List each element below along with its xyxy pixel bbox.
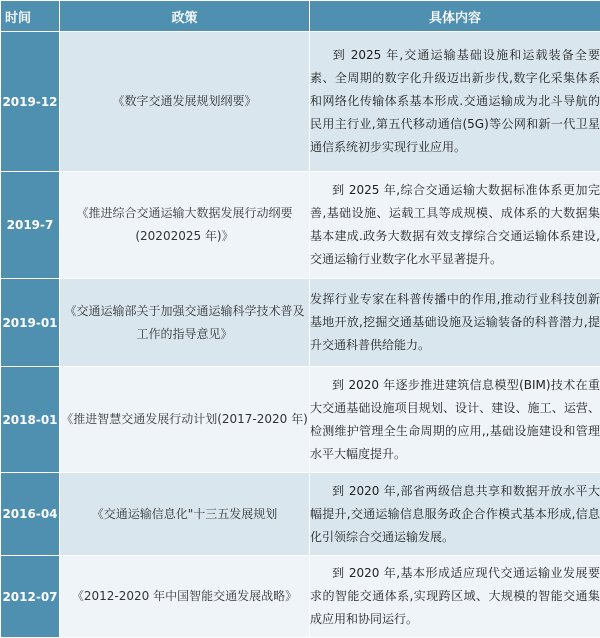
row-content-text: 到 2020 年,部省两级信息共享和数据开放水平大幅提升,交通运输信息服务政企合作模式基本形成,信息化引领综合交通运输发展。 [310, 484, 600, 544]
row-date: 2019-7 [1, 172, 60, 279]
row-policy: 《交通运输信息化"十三五发展规划 [60, 473, 310, 556]
row-date: 2019-01 [1, 279, 60, 367]
header-row [1, 1, 600, 32]
row-content [310, 473, 600, 556]
row-date: 2019-12 [1, 32, 60, 172]
row-date: 2018-01 [1, 367, 60, 473]
row-content [310, 32, 600, 172]
header-policy: 政策 [60, 1, 310, 32]
row-policy: 《2012-2020 年中国智能交通发展战略》 [60, 556, 310, 638]
table-row [1, 172, 600, 279]
header-time: 时间 [1, 1, 60, 32]
row-policy: 《交通运输部关于加强交通运输科学技术普及工作的指导意见》 [60, 279, 310, 367]
row-content-text: 到 2020 年逐步推进建筑信息模型(BIM)技术在重大交通基础设施项目规划、设计、建设、施工、运营、检测维护管理全生命周期的应用,,基础设施建设和管理水平大幅度提升。 [310, 378, 600, 461]
row-policy: 《数字交通发展规划纲要》 [60, 32, 310, 172]
row-content [310, 367, 600, 473]
table-row [1, 473, 600, 556]
row-content-text: 到 2025 年,综合交通运输大数据标准体系更加完善,基础设施、运载工具等成规模、成体系的大数据集基本建成.政务大数据有效支撑综合交通运输体系建设,交通运输行业数字化水平显著提升。 [310, 183, 600, 266]
row-content [310, 556, 600, 638]
row-date: 2012-07 [1, 556, 60, 638]
row-content-text: 到 2020 年,基本形成适应现代交通运输业发展要求的智能交通体系,实现跨区域、大规模的智能交通集成应用和协同运行。 [310, 566, 600, 626]
row-policy: 《推进智慧交通发展行动计划(2017-2020 年) [60, 367, 310, 473]
row-policy: 《推进综合交通运输大数据发展行动纲要(20202025 年)》 [60, 172, 310, 279]
row-date: 2016-04 [1, 473, 60, 556]
table-row [1, 556, 600, 638]
row-content [310, 279, 600, 367]
table-row [1, 32, 600, 172]
header-content: 具体内容 [310, 1, 600, 32]
row-content-text: 到 2025 年,交通运输基础设施和运载装备全要素、全周期的数字化升级迈出新步伐,数字化采集体系和网络化传输体系基本形成.交通运输成为北斗导航的民用主行业,第五代移动通信(5G)等公网和新一代卫星通信系统初步实现行业应用。 [310, 48, 600, 154]
table-row [1, 279, 600, 367]
row-content [310, 172, 600, 279]
table-row [1, 367, 600, 473]
row-content-text: 发挥行业专家在科普传播中的作用,推动行业科技创新基地开放,挖掘交通基础设施及运输装备的科普潜力,提升交通科普供给能力。 [310, 292, 600, 352]
